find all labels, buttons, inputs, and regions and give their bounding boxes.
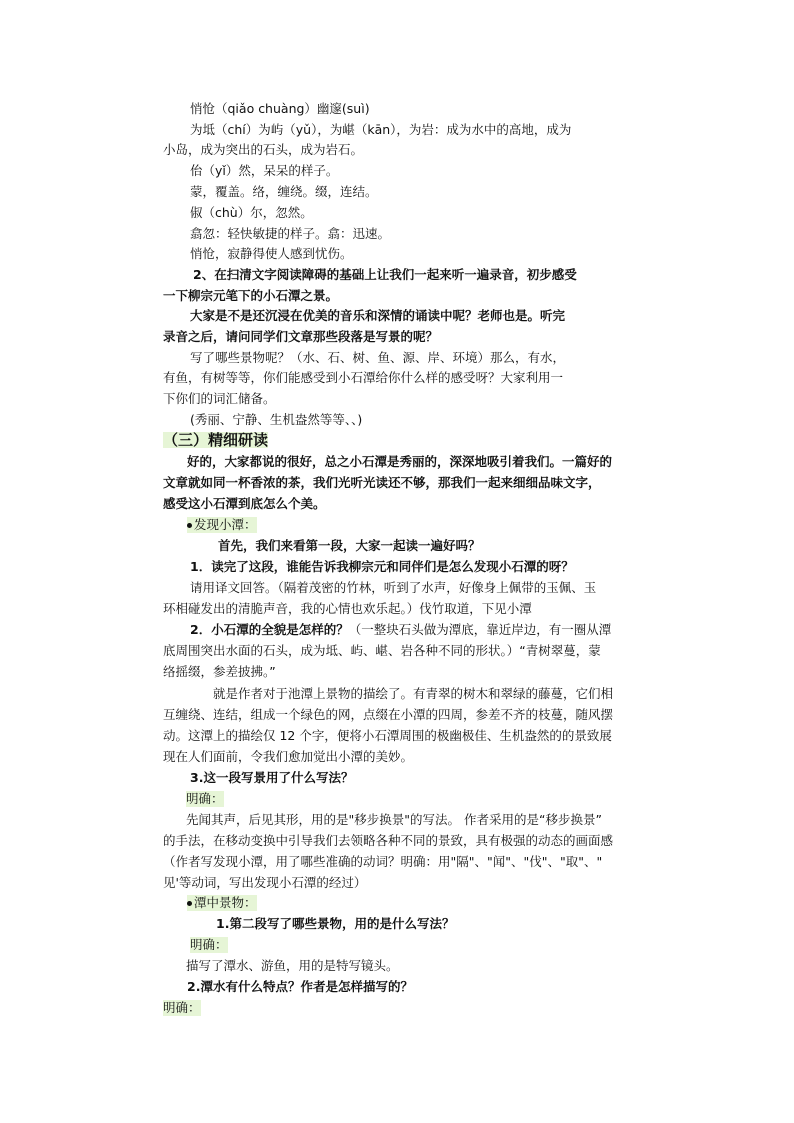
paragraph-line: 现在人们面前，令我们愈加觉出小潭的美妙。 [163, 749, 414, 764]
subsection-label-text: 潭中景物： [194, 895, 257, 910]
paragraph-line: 络摇缀，参差披拂。” [163, 664, 276, 679]
paragraph-line: 好的，大家都说的很好，总之小石潭是秀丽的，深深地吸引着我们。一篇好的 [187, 454, 613, 469]
vocab-line: 小岛，成为突出的石头，成为岩石。 [163, 142, 364, 157]
subsection-label [187, 517, 257, 533]
answer-label: 明确： [186, 791, 224, 806]
question-line: 1.第二段写了哪些景物，用的是什么写法？ [216, 916, 455, 931]
paragraph-line: 互缠绕、连结，组成一个绿色的网，点缀在小潭的四周，参差不齐的枝蔓，随风摆 [163, 707, 614, 722]
paragraph-line: 文章就如同一杯香浓的茶，我们光听光读还不够，那我们一起来细细品味文字， [163, 475, 601, 490]
paragraph-line: 动。这潭上的描绘仅 12 个字，便将小石潭周围的极幽极佳、生机盎然的的景致展 [163, 728, 612, 743]
paragraph-line: 下你们的词汇储备。 [163, 391, 276, 406]
paragraph-line: 写了哪些景物呢？（水、石、树、鱼、源、岸、环境）那么，有水， [190, 350, 566, 365]
vocab-line: 俶（chù）尔，忽然。 [190, 205, 313, 220]
paragraph-line: 描写了潭水、游鱼，用的是特写镜头。 [186, 958, 399, 973]
paragraph-line: 录音之后，请问同学们文章那些段落是写景的呢？ [163, 329, 439, 344]
question-line: 1．读完了这段，谁能告诉我柳宗元和同伴们是怎么发现小石潭的呀？ [190, 559, 574, 574]
step-heading: 一下柳宗元笔下的小石潭之景。 [163, 288, 339, 303]
section-heading: （三）精细研读 [163, 431, 269, 449]
question-line [190, 622, 611, 638]
vocab-line: 为坻（chí）为屿（yǔ），为嵁（kān），为岩：成为水中的高地，成为 [190, 122, 572, 137]
bullet-icon [187, 523, 192, 528]
paragraph-line: 感受这小石潭到底怎么个美。 [163, 496, 326, 511]
paragraph-line: 首先，我们来看第一段，大家一起读一遍好吗？ [218, 538, 481, 553]
paragraph-line: 环相碰发出的清脆声音，我的心情也欢乐起。）伐竹取道，下见小潭 [163, 601, 532, 616]
paragraph-line: 请用译文回答。（隔着茂密的竹林，听到了水声，好像身上佩带的玉佩、玉 [190, 580, 597, 595]
subsection-label-text: 发现小潭： [194, 517, 257, 532]
answer-label: 明确： [163, 1000, 201, 1015]
answer-text: （一整块石头做为潭底，靠近岸边，有一圈从潭 [348, 622, 612, 637]
question-text: 2．小石潭的全貌是怎样的？ [190, 622, 349, 637]
vocab-line: 悄怆，寂静得使人感到忧伤。 [190, 246, 353, 261]
paragraph-line: 见'等动词，写出发现小石潭的经过） [163, 875, 367, 890]
paragraph-line: 有鱼，有树等等，你们能感受到小石潭给你什么样的感受呀？大家利用一 [163, 370, 564, 385]
question-line: 2.潭水有什么特点？作者是怎样描写的？ [187, 979, 413, 994]
paragraph-line: (秀丽、宁静、生机盎然等等、、) [190, 412, 363, 427]
paragraph-line: 大家是不是还沉浸在优美的音乐和深情的诵读中呢？老师也是。听完 [190, 308, 566, 323]
vocab-line: 佁（yǐ）然，呆呆的样子。 [190, 163, 339, 178]
vocab-line: 蒙，覆盖。络，缠绕。缀，连结。 [190, 184, 378, 199]
vocab-line: 悄怆（qiǎo chuàng）幽邃(suì) [190, 101, 370, 116]
subsection-label [187, 895, 257, 911]
paragraph-line: （作者写发现小潭，用了哪些准确的动词？明确：用"隔"、"闻"、"伐"、"取"、" [163, 854, 603, 869]
question-line: 3.这一段写景用了什么写法？ [190, 770, 354, 785]
paragraph-line: 底周围突出水面的石头，成为坻、屿、嵁、岩各种不同的形状。）“青树翠蔓，蒙 [163, 643, 601, 658]
bullet-icon [187, 901, 192, 906]
paragraph-line: 先闻其声，后见其形，用的是"移步换景"的写法。 作者采用的是“移步换景” [186, 812, 602, 827]
paragraph-line: 的手法，在移动变换中引导我们去领略各种不同的景致，具有极强的动态的画面感 [163, 833, 614, 848]
step-heading: 2、在扫清文字阅读障碍的基础上让我们一起来听一遍录音，初步感受 [193, 267, 577, 282]
paragraph-line: 就是作者对于池潭上景物的描绘了。有青翠的树木和翠绿的藤蔓，它们相 [213, 686, 614, 701]
vocab-line: 翕忽：轻快敏捷的样子。翕：迅速。 [190, 226, 391, 241]
answer-label: 明确： [190, 937, 228, 952]
